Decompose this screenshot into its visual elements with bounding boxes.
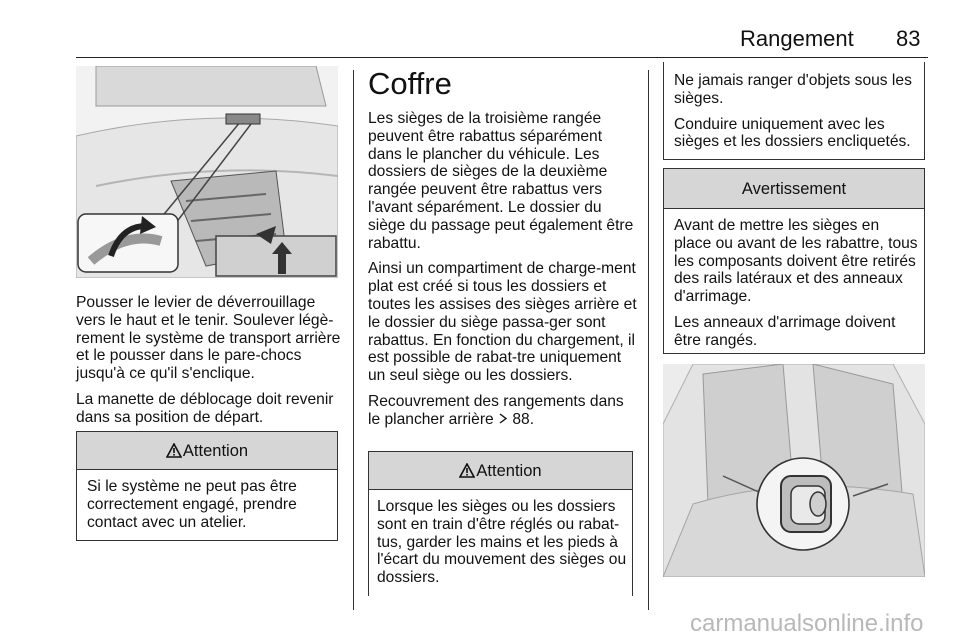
attention-box-continued (663, 62, 925, 160)
warning-box (663, 168, 925, 354)
page-ref-arrow-icon (498, 411, 512, 428)
warning-text-2: Les anneaux d'arrimage doivent être rangés. (674, 313, 896, 349)
page-header-title: Rangement (740, 26, 854, 51)
attention-heading-middle: Attention (476, 462, 542, 480)
paragraph-third-row-seats: Les sièges de la troisième rangée peuvent être rabattus séparément dans le plancher du véhicule. Les dossiers de sièges de la deuxième rangée peuvent être rabattus vers l'avant séparément. Le dossier du siège du passage peut également être rabattu. (368, 110, 634, 252)
continued-body (664, 62, 924, 151)
illustration-tie-down-rings (663, 364, 925, 577)
header-divider (76, 57, 928, 58)
attention-box-left (76, 431, 338, 541)
illustration-rear-carrier (76, 66, 338, 278)
attention-box-middle (368, 451, 633, 596)
attention-header-middle (369, 452, 632, 490)
page-number: 83 (896, 26, 921, 51)
attention-heading: Attention (182, 442, 249, 460)
warning-text-1: Avant de mettre les sièges en place ou avant de les rabattre, tous les composants doivent être retirés des rails latéraux et des anneaux d'arrimage. (674, 217, 918, 306)
section-title-coffre: Coffre (368, 66, 452, 101)
attention-text: Si le système ne peut pas être correctement engagé, prendre contact avec un atelier. (87, 478, 297, 531)
attention-body (77, 470, 337, 531)
warning-triangle-icon (459, 454, 475, 492)
middle-column-text (368, 110, 638, 437)
continued-text-1: Ne jamais ranger d'objets sous les sièges. (674, 72, 912, 107)
warning-header: Avertissement (664, 169, 924, 209)
column-divider-left (353, 70, 354, 610)
warning-triangle-icon (166, 434, 182, 472)
left-column-text (76, 294, 346, 435)
paragraph-load-compartment: Ainsi un compartiment de charge-ment plat est créé si tous les dossiers et toutes les assises des sièges arrière et le dossier du siège passa-ger sont rabattus. En fonction du chargement, il est possible de rabat-tre uniquement un seul siège ou les dossiers. (368, 260, 637, 385)
attention-body-middle (369, 490, 632, 587)
warning-body (664, 209, 924, 350)
watermark: carmanualsonline.info (690, 610, 924, 637)
column-divider-right (648, 70, 649, 610)
paragraph-floor-cover-ref (368, 393, 638, 429)
page-reference-link[interactable]: 88. (512, 410, 535, 428)
paragraph-release-lever: Pousser le levier de déverrouillage vers le haut et le tenir. Soulever légè-rement le système de transport arrière et le pousser dans le pare-chocs jusqu'à ce qu'il s'enclique. (76, 294, 341, 383)
floor-cover-text: Recouvrement des rangements dans le plancher arrière (368, 392, 624, 428)
attention-header (77, 432, 337, 470)
paragraph-release-handle: La manette de déblocage doit revenir dans sa position de départ. (76, 390, 334, 426)
continued-text-2: Conduire uniquement avec les sièges et les dossiers encliquetés. (674, 115, 911, 151)
attention-text-middle: Lorsque les sièges ou les dossiers sont en train d'être réglés ou rabat-tus, garder les mains et les pieds à l'écart du mouvement des sièges ou dossiers. (377, 498, 627, 587)
